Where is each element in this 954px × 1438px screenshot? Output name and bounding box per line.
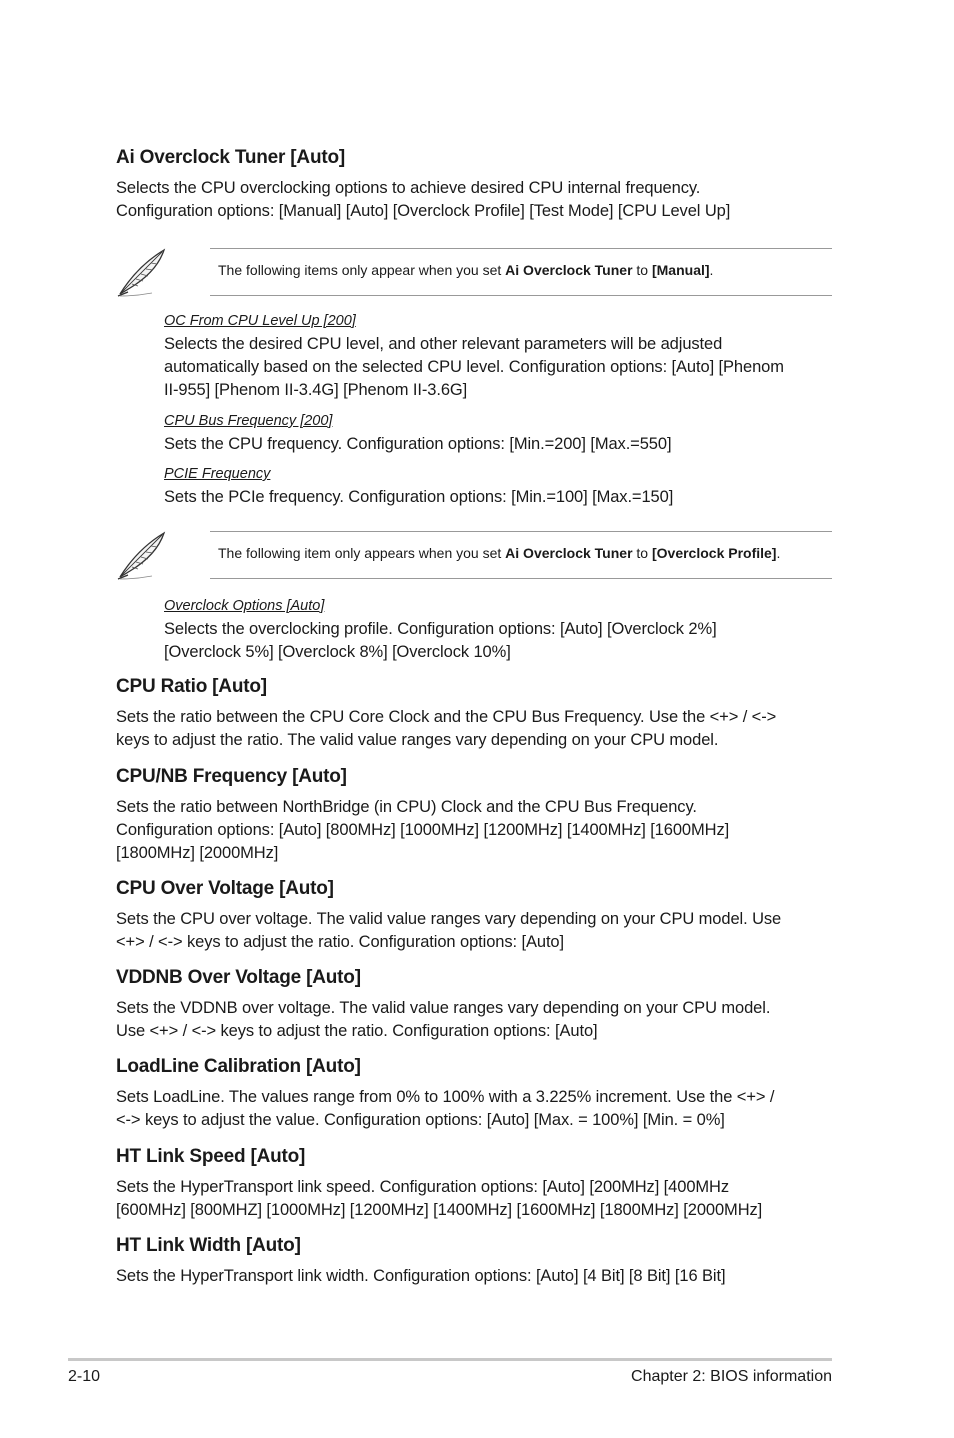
sub-body: Sets the PCIe frequency. Configuration options: [Min.=100] [Max.=150] [164,488,674,506]
sub-title: CPU Bus Frequency [200] [164,413,333,429]
section-ht-link-speed [116,1145,832,1222]
section-title: Ai Overclock Tuner [Auto] [116,147,346,168]
note-overclock-profile [116,531,832,579]
section-body: Sets the ratio between NorthBridge (in CPU) Clock and the CPU Bus Frequency. Configuration options: [Auto] [800MHz] [1000MHz] [1200MHz] [1400MHz] [1600MHz] [1800MHz] [2000MHz] [116,798,730,862]
pen-note-icon [116,248,168,298]
section-title: VDDNB Over Voltage [Auto] [116,967,361,988]
sub-oc-from-cpu-level-up [164,311,832,402]
section-body: Sets LoadLine. The values range from 0% to 100% with a 3.225% increment. Use the <+> / <-> keys to adjust the value. Configuration options: [Auto] [Max. = 100%] [Min. = 0%] [116,1088,775,1129]
section-vddnb-over-voltage [116,966,832,1043]
note-text: The following item only appears when you set Ai Overclock Tuner to [Overclock Profile]. [218,545,781,561]
pen-note-icon [116,531,168,581]
section-body: Sets the HyperTransport link speed. Configuration options: [Auto] [200MHz] [400MHz [600MHz] [800MHZ] [1000MHz] [1200MHz] [1400MHz] [1600MHz] [1800MHz] [2000MHz] [116,1178,763,1219]
section-title: HT Link Width [Auto] [116,1235,301,1256]
section-title: HT Link Speed [Auto] [116,1146,306,1167]
sub-title: OC From CPU Level Up [200] [164,313,356,329]
section-title: CPU/NB Frequency [Auto] [116,766,347,787]
section-body: Sets the ratio between the CPU Core Clock and the CPU Bus Frequency. Use the <+> / <-> keys to adjust the ratio. The valid value ranges vary depending on your CPU model. [116,708,777,749]
section-loadline-calibration [116,1055,832,1132]
sub-body: Selects the overclocking profile. Configuration options: [Auto] [Overclock 2%] [Overclock 5%] [Overclock 8%] [Overclock 10%] [164,620,717,661]
section-title: LoadLine Calibration [Auto] [116,1056,361,1077]
sub-overclock-options [164,596,832,664]
section-cpu-ratio [116,675,832,752]
section-body: Sets the HyperTransport link width. Configuration options: [Auto] [4 Bit] [8 Bit] [16 Bit] [116,1267,726,1285]
section-title: CPU Ratio [Auto] [116,676,267,697]
sub-body: Selects the desired CPU level, and other relevant parameters will be adjusted automatically based on the selected CPU level. Configuration options: [Auto] [Phenom II-955] [Phenom II-3.4G] [Phenom II-3.6G] [164,335,784,399]
section-body: Sets the VDDNB over voltage. The valid value ranges vary depending on your CPU model. Use <+> / <-> keys to adjust the ratio. Configuration options: [Auto] [116,999,771,1040]
section-body: Sets the CPU over voltage. The valid value ranges vary depending on your CPU model. Use <+> / <-> keys to adjust the ratio. Configuration options: [Auto] [116,910,782,951]
section-ht-link-width [116,1234,832,1288]
sub-title: Overclock Options [Auto] [164,598,325,614]
section-body: Selects the CPU overclocking options to achieve desired CPU internal frequency. Configuration options: [Manual] [Auto] [Overclock Profile] [Test Mode] [CPU Level Up] [116,179,731,220]
section-cpu-nb-frequency [116,765,832,865]
footer-rule [68,1358,832,1361]
sub-body: Sets the CPU frequency. Configuration options: [Min.=200] [Max.=550] [164,435,672,453]
note-manual [116,248,832,296]
sub-title: PCIE Frequency [164,466,271,482]
chapter-label: Chapter 2: BIOS information [631,1368,832,1385]
section-title: CPU Over Voltage [Auto] [116,878,334,899]
sub-pcie-frequency [164,464,832,509]
section-cpu-over-voltage [116,877,832,954]
section-ai-overclock-tuner [116,146,832,223]
page-number: 2-10 [68,1368,101,1385]
note-text: The following items only appear when you set Ai Overclock Tuner to [Manual]. [218,262,714,278]
sub-cpu-bus-frequency [164,411,832,456]
